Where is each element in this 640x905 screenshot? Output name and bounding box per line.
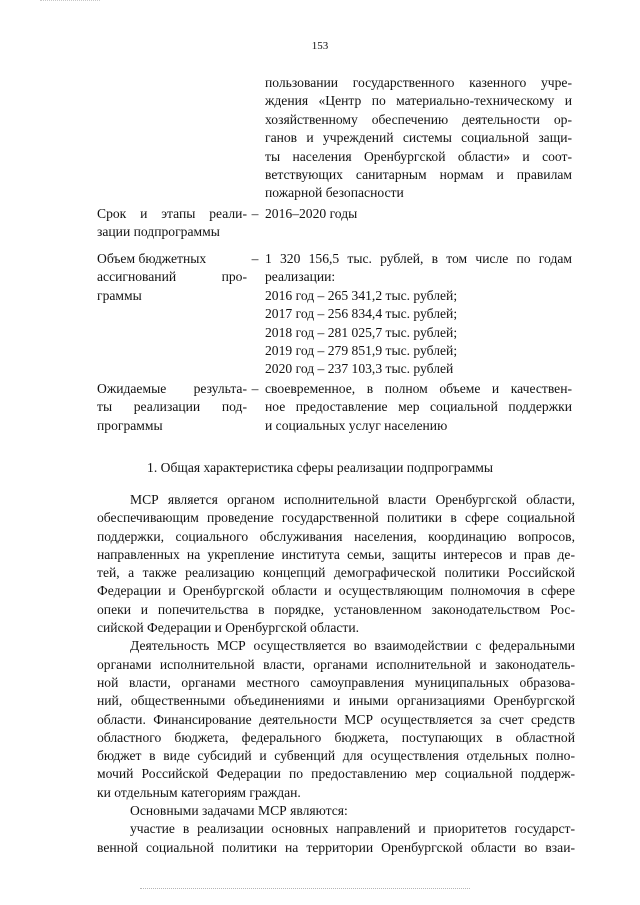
- paragraph-line: сийской Федерации и Оренбургской области.: [97, 620, 360, 636]
- row-label-line: программы: [97, 417, 163, 433]
- row-dash: –: [251, 206, 259, 221]
- page-number: 153: [311, 40, 329, 52]
- row-label-line: ты реализации под-: [97, 399, 247, 415]
- row-value-line: 2016–2020 годы: [265, 206, 358, 221]
- continued-value-block: [265, 74, 572, 203]
- paragraph-line: Деятельность МСР осуществляется во взаимодействии с федеральными: [130, 638, 575, 654]
- paragraph-line: области. Финансирование деятельности МСР осуществляется за счет средств: [97, 711, 575, 727]
- paragraph-line: Основными задачами МСР являются:: [130, 803, 348, 819]
- scan-artifact: [40, 0, 100, 4]
- section-heading: 1. Общая характеристика сферы реализации подпрограммы: [147, 460, 493, 475]
- row-value-line: реализации:: [265, 269, 336, 285]
- continued-line: хозяйственному обеспечению деятельности ор-: [265, 111, 572, 127]
- paragraph-line: ний, общественными объединениями и иными организациями Оренбургской: [97, 693, 575, 709]
- row-label-line: Ожидаемые результа-: [97, 381, 247, 396]
- row-value-line: 2020 год – 237 103,3 тыс. рублей: [265, 361, 454, 377]
- row-value: [265, 250, 572, 379]
- row-value: [265, 380, 572, 435]
- paragraph-line: мочий Российской Федерации по предоставлению мер социальной поддерж-: [97, 766, 575, 782]
- row-label: [97, 250, 247, 305]
- row-value: [265, 205, 572, 223]
- row-dash: –: [251, 251, 259, 266]
- row-value-line: и социальных услуг населению: [265, 417, 448, 433]
- paragraph-line: областного бюджета, федерального бюджета, поступающих в областной: [97, 729, 575, 745]
- continued-line: пожарной безопасности: [265, 185, 404, 201]
- continued-line: ждения «Центр по материально-техническому и: [265, 93, 572, 109]
- row-value-line: 2016 год – 265 341,2 тыс. рублей;: [265, 287, 458, 303]
- row-label-line: граммы: [97, 287, 142, 303]
- paragraph-line: бюджет в виде субсидий и субвенций для осуществления отдельных полно-: [97, 748, 575, 764]
- paragraph-line: направленных на укрепление института семьи, защиты интересов и прав де-: [97, 546, 575, 562]
- row-value-line: 2018 год – 281 025,7 тыс. рублей;: [265, 324, 458, 340]
- paragraph-line: ной власти, органами местного самоуправления муниципальных образова-: [97, 674, 575, 690]
- body-text: [97, 491, 575, 857]
- paragraph-line: венной социальной политики на территории Оренбургской области во взаи-: [97, 839, 575, 855]
- row-value-line: 2017 год – 256 834,4 тыс. рублей;: [265, 306, 458, 322]
- paragraph-line: МСР является органом исполнительной власти Оренбургской области,: [130, 492, 575, 507]
- continued-line: пользовании государственного казенного учре-: [265, 75, 572, 90]
- row-value-line: 1 320 156,5 тыс. рублей, в том числе по годам: [265, 251, 572, 266]
- row-label: [97, 205, 247, 242]
- row-label: [97, 380, 247, 435]
- row-label-line: ассигнований про-: [97, 269, 247, 285]
- continued-line: ганов и учреждений системы социальной защи-: [265, 130, 572, 146]
- paragraph-line: тей, а также реализацию концепций демографической политики Российской: [97, 565, 575, 581]
- row-label-line: Объем бюджетных: [97, 251, 207, 266]
- row-value-line: 2019 год – 279 851,9 тыс. рублей;: [265, 343, 458, 359]
- paragraph-line: поддержки, социального обслуживания населения, координацию вопросов,: [97, 528, 575, 544]
- row-label-line: Срок и этапы реали-: [97, 206, 247, 221]
- continued-line: ветствующих санитарным нормам и правилам: [265, 167, 572, 183]
- paragraph-line: органами исполнительной власти, органами исполнительной и законодатель-: [97, 656, 575, 672]
- paragraph-line: Федерации и Оренбургской области и осуществляющим полномочия в сфере: [97, 583, 575, 599]
- row-label-line: зации подпрограммы: [97, 224, 220, 240]
- row-value-line: своевременное, в полном объеме и качествен-: [265, 381, 572, 396]
- scan-artifact: [140, 888, 470, 893]
- row-dash: –: [251, 381, 259, 396]
- paragraph-line: обеспечивающим проведение государственной политики в сфере социальной: [97, 510, 575, 526]
- continued-line: ты населения Оренбургской области» и соот-: [265, 148, 572, 164]
- paragraph-line: опеки и попечительства в порядке, установленном законодательством Рос-: [97, 601, 575, 617]
- paragraph-line: участие в реализации основных направлений и приоритетов государст-: [130, 821, 575, 837]
- paragraph-line: ки отдельным категориям граждан.: [97, 784, 301, 800]
- row-value-line: ное предоставление мер социальной поддержки: [265, 399, 572, 415]
